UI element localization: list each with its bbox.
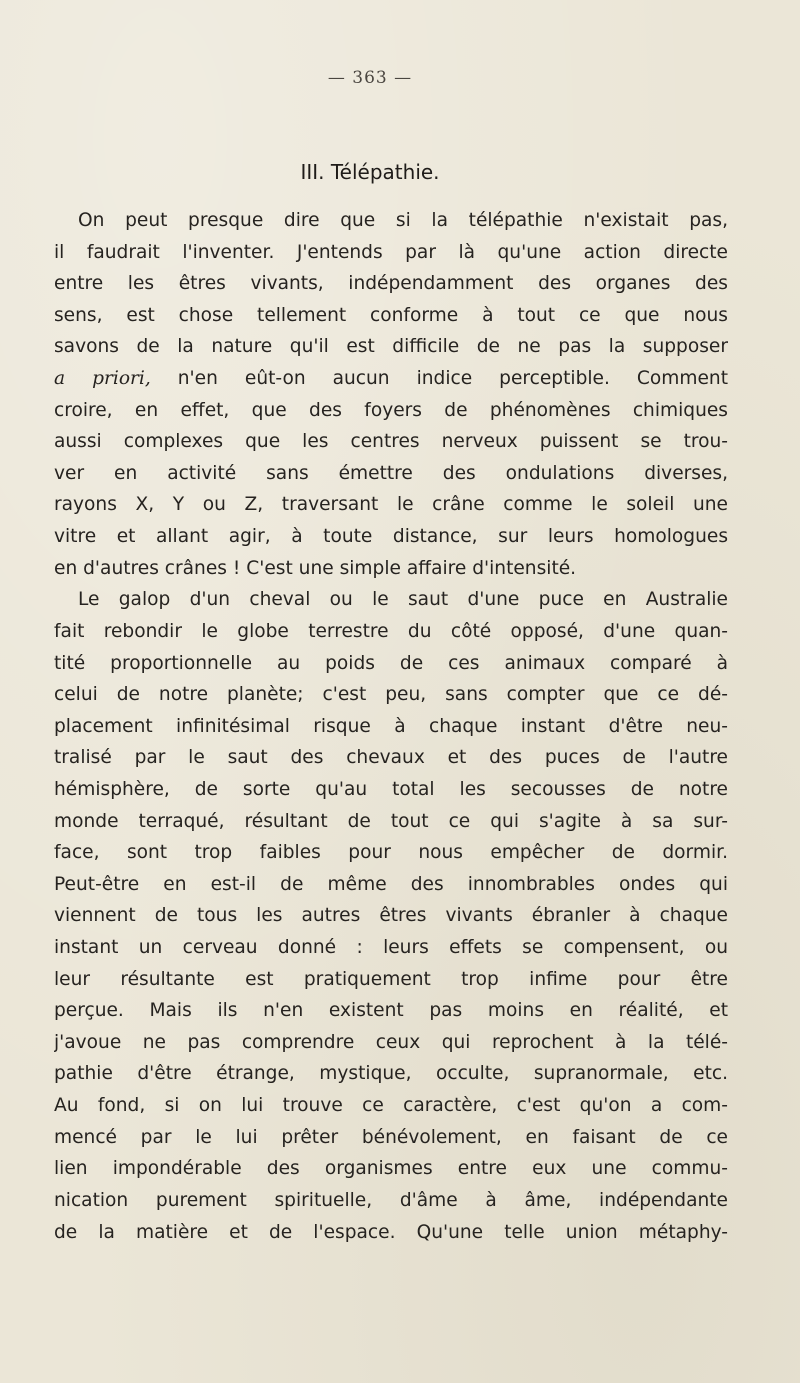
- text-line: savons de la nature qu'il est difficile de ne pas la supposer: [54, 336, 728, 358]
- text-line: lien impondérable des organismes entre eux une commu-: [54, 1158, 728, 1180]
- text-line: Peut-être en est-il de même des innombrables ondes qui: [54, 873, 728, 895]
- text-line: vitre et allant agir, à toute distance, sur leurs homologues: [54, 526, 728, 548]
- text-line: ver en activité sans émettre des ondulations diverses,: [54, 462, 728, 484]
- text-line: perçue. Mais ils n'en existent pas moins en réalité, et: [54, 1000, 728, 1022]
- text-line: croire, en effet, que des foyers de phénomènes chimiques: [54, 399, 728, 421]
- text-line: Le galop d'un cheval ou le saut d'une puce en Australie: [78, 589, 728, 611]
- text-line: de la matière et de l'espace. Qu'une telle union métaphy-: [54, 1221, 728, 1243]
- text-line: placement infinitésimal risque à chaque instant d'être neu-: [54, 715, 728, 737]
- text-line: aussi complexes que les centres nerveux puissent se trou-: [54, 431, 728, 453]
- text-line: tité proportionnelle au poids de ces animaux comparé à: [54, 652, 728, 674]
- text-line: sens, est chose tellement conforme à tout ce que nous: [54, 304, 728, 326]
- text-line: fait rebondir le globe terrestre du côté opposé, d'une quan-: [54, 620, 728, 642]
- text-line: j'avoue ne pas comprendre ceux qui reprochent à la télé-: [54, 1031, 728, 1053]
- text-line: leur résultante est pratiquement trop infime pour être: [54, 968, 728, 990]
- text-line: entre les êtres vivants, indépendamment des organes des: [54, 273, 728, 295]
- section-heading: III. Télépathie.: [300, 160, 440, 184]
- text-line: pathie d'être étrange, mystique, occulte, supranormale, etc.: [54, 1063, 728, 1085]
- text-line: Au fond, si on lui trouve ce caractère, c'est qu'on a com-: [54, 1095, 728, 1117]
- text-line: On peut presque dire que si la télépathie n'existait pas,: [78, 210, 728, 231]
- body-text: [54, 205, 728, 1248]
- text-line: monde terraqué, résultant de tout ce qui s'agite à sa sur-: [54, 810, 728, 832]
- text-line: viennent de tous les autres êtres vivants ébranler à chaque: [54, 905, 728, 927]
- italic-phrase: a priori,: [54, 368, 151, 390]
- text-line: en d'autres crânes ! C'est une simple affaire d'intensité.: [54, 557, 577, 579]
- text-line: face, sont trop faibles pour nous empêcher de dormir.: [54, 842, 728, 864]
- text-line: hémisphère, de sorte qu'au total les secousses de notre: [54, 778, 728, 800]
- text-line: instant un cerveau donné : leurs effets se compensent, ou: [54, 937, 728, 959]
- text-line: mencé par le lui prêter bénévolement, en faisant de ce: [54, 1126, 728, 1148]
- text-line: nication purement spirituelle, d'âme à âme, indépendante: [54, 1189, 728, 1211]
- text-line: il faudrait l'inventer. J'entends par là qu'une action directe: [54, 241, 728, 263]
- text-line: a priori, n'en eût-on aucun indice perceptible. Comment: [54, 368, 728, 390]
- page-number: — 363 —: [327, 68, 413, 88]
- text-line: tralisé par le saut des chevaux et des puces de l'autre: [54, 747, 728, 769]
- text-line: celui de notre planète; c'est peu, sans compter que ce dé-: [54, 684, 728, 706]
- text-line: rayons X, Y ou Z, traversant le crâne comme le soleil une: [54, 494, 728, 516]
